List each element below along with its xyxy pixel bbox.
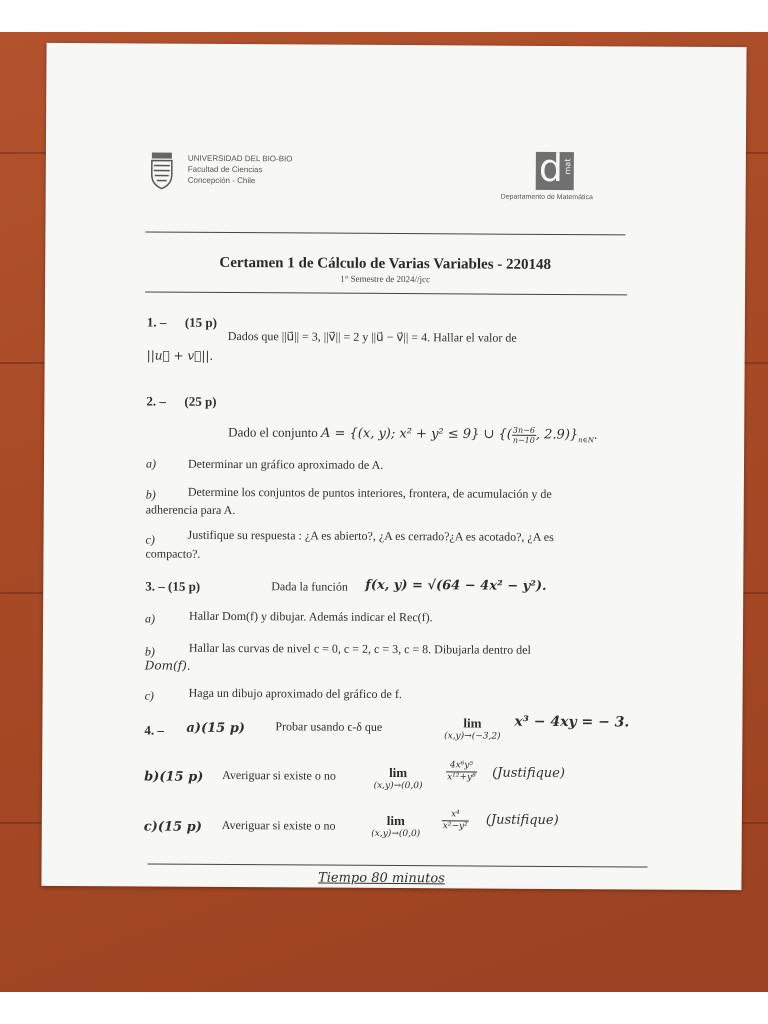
q2-points: (25 p) xyxy=(184,393,217,409)
q4c-lim-sub: (x,y)→(0,0) xyxy=(371,828,421,840)
q3-function: f(x, y) = √(64 − 4x² − y²). xyxy=(365,577,547,594)
q3-intro: Dada la función xyxy=(271,579,348,594)
q4b-den: x¹²+y⁸ xyxy=(447,772,476,783)
exam-sheet xyxy=(41,43,746,890)
dept-logo xyxy=(536,145,574,191)
q2c-label: c) xyxy=(145,532,155,547)
q2b-text: Determine los conjuntos de puntos interiores, frontera, de acumulación y de xyxy=(187,484,552,501)
q4b-justifique: (Justifique) xyxy=(492,765,566,782)
q4c-limit xyxy=(360,813,432,839)
dept-logo-mat: mat xyxy=(563,158,573,175)
q4c-lim-word: lim xyxy=(386,812,405,829)
q3b-label: b) xyxy=(144,644,155,659)
q1-points: (15 p) xyxy=(184,314,218,330)
dept-logo-letter: d xyxy=(538,145,564,191)
q1-number: 1. – xyxy=(146,314,167,330)
q4a-lim-word: lim xyxy=(463,715,482,731)
q3b-text-2: Dom(f). xyxy=(144,658,191,673)
q4c-den: x²−y² xyxy=(442,821,468,832)
q1-text: Dados que ||u⃗|| = 3, ||v⃗|| = 2 y ||u⃗ − v⃗|| = 4. Hallar el valor de xyxy=(227,328,517,345)
q4b-label: b)(15 p) xyxy=(144,769,204,785)
q4b-fraction xyxy=(446,760,477,783)
q2-number: 2. – xyxy=(146,393,166,409)
exam-duration: Tiempo 80 minutos xyxy=(318,870,445,887)
header-rule xyxy=(145,231,625,235)
q4c-justifique: (Justifique) xyxy=(485,812,559,829)
footer-rule xyxy=(148,864,648,868)
q2c-text-2: compacto?. xyxy=(145,546,201,561)
exam-title: Certamen 1 de Cálculo de Varias Variables - 220148 xyxy=(219,254,552,273)
university-crest-icon xyxy=(150,152,174,190)
q4c-label: c)(15 p) xyxy=(143,819,202,835)
q2-frac-den: n−10 xyxy=(512,435,535,445)
q4b-num: 4x⁶y⁵ xyxy=(446,760,477,772)
q2a-text: Determinar un gráfico aproximado de A. xyxy=(187,456,384,472)
q3c-label: c) xyxy=(144,688,154,703)
q2-set-sub: n∈N xyxy=(578,436,595,445)
q2-set-intro: Dado el conjunto xyxy=(228,424,318,441)
q4c-num: x⁴ xyxy=(442,809,469,821)
q4b-lim-sub: (x,y)→(0,0) xyxy=(373,780,423,792)
q3a-text: Hallar Dom(f) y dibujar. Además indicar el Rec(f). xyxy=(189,608,433,625)
q4a-label: a)(15 p) xyxy=(186,720,246,737)
q2b-text-2: adherencia para A. xyxy=(145,502,236,518)
q2-set-tail: , 2.9)} xyxy=(535,427,579,443)
q4b-limit xyxy=(362,765,434,791)
department-name: Departamento de Matemática xyxy=(500,193,593,202)
exam-subtitle: 1° Semestre de 2024//jcc xyxy=(340,273,431,285)
q3a-label: a) xyxy=(145,611,156,626)
q4a-expression: x³ − 4xy = − 3. xyxy=(514,713,630,731)
q4c-fraction xyxy=(442,809,469,832)
q3b-text: Hallar las curvas de nivel c = 0, c = 2, c = 3, c = 8. Dibujarla dentro del xyxy=(188,640,531,657)
q2b-label: b) xyxy=(145,487,156,502)
q2a-label: a) xyxy=(145,456,157,471)
q4-number: 4. – xyxy=(144,722,164,738)
q1-text-2: ||u⃗ + v⃗||. xyxy=(146,348,214,363)
q2c-text: Justifique su respuesta : ¿A es abierto?, ¿A es cerrado?¿A es acotado?, ¿A es xyxy=(187,527,554,544)
faculty-name: Facultad de Ciencias xyxy=(187,164,263,175)
q4a-lim-sub: (x,y)→(−3,2) xyxy=(444,731,501,742)
q4a-text: Probar usando ϵ-δ que xyxy=(275,719,383,734)
q2-frac-num: 3n−6 xyxy=(512,425,535,435)
q2-set-main: A = {(x, y); x² + y² ≤ 9} ∪ {( xyxy=(320,426,512,443)
title-rule xyxy=(145,291,627,295)
q3-number: 3. – (15 p) xyxy=(145,578,201,594)
q2-set-fraction xyxy=(512,426,536,445)
q3c-text: Haga un dibujo aproximado del gráfico de f. xyxy=(188,685,402,702)
q4c-text: Averiguar si existe o no xyxy=(221,817,336,833)
university-location: Concepción - Chile xyxy=(187,175,256,186)
q4a-limit xyxy=(432,715,512,741)
university-name: UNIVERSIDAD DEL BIO-BIO xyxy=(187,153,293,164)
q2-set-definition: Dado el conjunto A = {(x, y); x² + y² ≤ 9} ∪ {( $\frac{3n-6}{n-10}$ , $2.9)\}_{n\in N}$. xyxy=(228,424,598,445)
q4b-text: Averiguar si existe o no xyxy=(222,767,336,783)
q4b-lim-word: lim xyxy=(389,764,408,781)
